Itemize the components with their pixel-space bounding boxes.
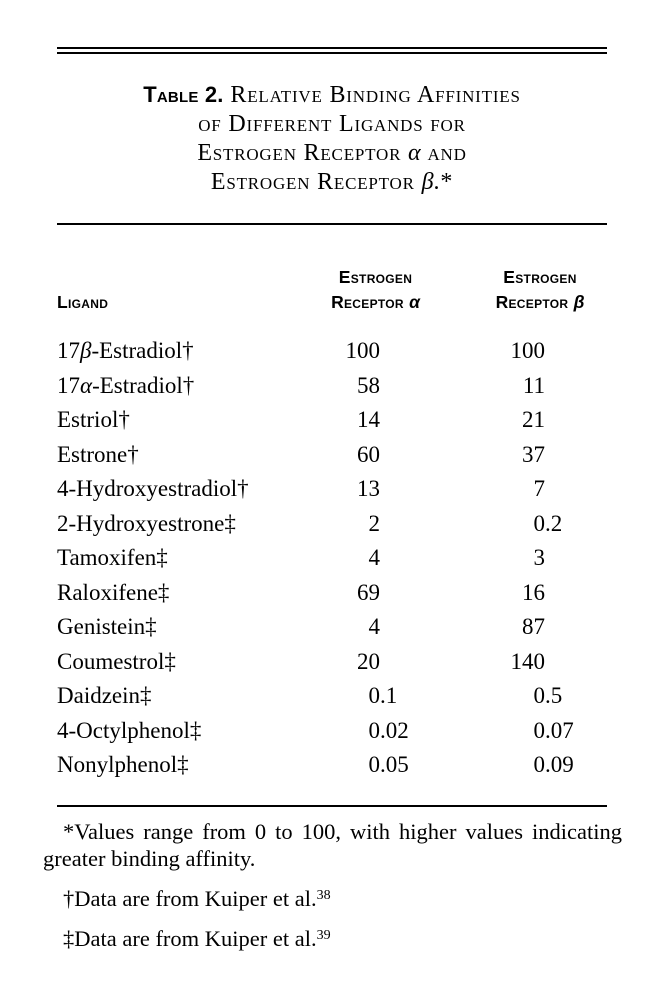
er-beta-value: 0 .2 xyxy=(533,510,563,536)
table-title-line: Table 2. Relative Binding Affinities xyxy=(143,82,521,108)
table-top-double-rule xyxy=(57,47,607,54)
er-beta-value: 0 .07 xyxy=(533,717,574,743)
er-alpha-value: 4 xyxy=(368,614,380,640)
footnote: †Data are from Kuiper et al.$^{38}$ xyxy=(63,886,331,911)
table-row xyxy=(57,714,607,749)
er-alpha-value: 20 xyxy=(357,648,380,674)
table-row xyxy=(57,369,607,404)
table-row xyxy=(57,507,607,542)
er-beta-value: 87 xyxy=(522,614,545,640)
table-row xyxy=(57,645,607,680)
table-row xyxy=(57,334,607,369)
table-title-line: Estrogen Receptor α and xyxy=(197,140,467,166)
table-row xyxy=(57,472,607,507)
table-row xyxy=(57,679,607,714)
table-header-row xyxy=(57,263,607,315)
er-alpha-value: 0 .02 xyxy=(368,717,409,743)
ligand-cell: Raloxifene‡ xyxy=(57,579,170,605)
ligand-cell: Genistein‡ xyxy=(57,614,157,640)
footnote-marker: † xyxy=(63,886,75,911)
table-footnotes xyxy=(43,818,622,965)
ligand-cell: 4-Hydroxyestradiol† xyxy=(57,476,249,502)
er-beta-value: 140 xyxy=(510,648,545,674)
ligand-cell: Estrone† xyxy=(57,441,139,467)
er-beta-value: 0 .09 xyxy=(533,752,574,778)
ligand-cell: 17β-Estradiol† xyxy=(57,338,194,364)
ligand-cell: Nonylphenol‡ xyxy=(57,752,189,778)
table-title-line: of Different Ligands for xyxy=(198,111,466,137)
er-beta-value: 11 xyxy=(522,372,545,398)
ligand-cell: Daidzein‡ xyxy=(57,683,152,709)
er-alpha-value: 14 xyxy=(357,407,380,433)
ligand-cell: 4-Octylphenol‡ xyxy=(57,717,202,743)
ligand-cell: Coumestrol‡ xyxy=(57,648,176,674)
table-number-label: Table 2. xyxy=(143,82,224,107)
table-bottom-rule xyxy=(57,805,607,807)
table-title-line: Estrogen Receptor β.* xyxy=(210,169,454,195)
footnote-marker: ‡ xyxy=(63,926,75,951)
er-beta-value: 0 .5 xyxy=(533,683,563,709)
ligand-cell: Estriol† xyxy=(57,407,130,433)
er-beta-value: 3 xyxy=(533,545,545,571)
column-header-estrogen-receptor-beta: Estrogen Receptor β xyxy=(495,267,585,312)
table-row xyxy=(57,748,607,783)
reference-superscript: 38 xyxy=(316,888,331,903)
er-beta-value: 7 xyxy=(533,476,545,502)
ligand-cell: 2-Hydroxyestrone‡ xyxy=(57,510,236,536)
er-beta-value: 16 xyxy=(522,579,545,605)
ligand-cell: Tamoxifen‡ xyxy=(57,545,168,571)
er-alpha-value: 58 xyxy=(357,372,380,398)
er-beta-value: 100 xyxy=(510,338,545,364)
er-alpha-value: 100 xyxy=(345,338,380,364)
reference-superscript: 39 xyxy=(316,928,331,943)
table-row xyxy=(57,576,607,611)
table-row xyxy=(57,610,607,645)
table-header-rule xyxy=(57,223,607,225)
table-row xyxy=(57,438,607,473)
column-header-ligand: Ligand xyxy=(57,292,109,312)
er-alpha-value: 60 xyxy=(357,441,380,467)
table-body xyxy=(57,334,607,783)
er-alpha-value: 0 .05 xyxy=(368,752,409,778)
er-alpha-value: 0 .1 xyxy=(368,683,398,709)
table-row xyxy=(57,403,607,438)
er-alpha-value: 13 xyxy=(357,476,380,502)
footnote: *Values range from 0 to 100, with higher values indicating greater binding affinity. xyxy=(43,819,622,871)
table-row xyxy=(57,541,607,576)
footnote: ‡Data are from Kuiper et al.$^{39}$ xyxy=(63,926,331,951)
table-title xyxy=(57,80,607,197)
er-alpha-value: 4 xyxy=(368,545,380,571)
column-header-estrogen-receptor-alpha: Estrogen Receptor α xyxy=(331,267,420,312)
ligand-cell: 17α-Estradiol† xyxy=(57,372,195,398)
er-alpha-value: 69 xyxy=(357,579,380,605)
er-beta-value: 37 xyxy=(522,441,545,467)
footnote-marker: * xyxy=(63,819,75,844)
er-alpha-value: 2 xyxy=(368,510,380,536)
er-beta-value: 21 xyxy=(522,407,545,433)
